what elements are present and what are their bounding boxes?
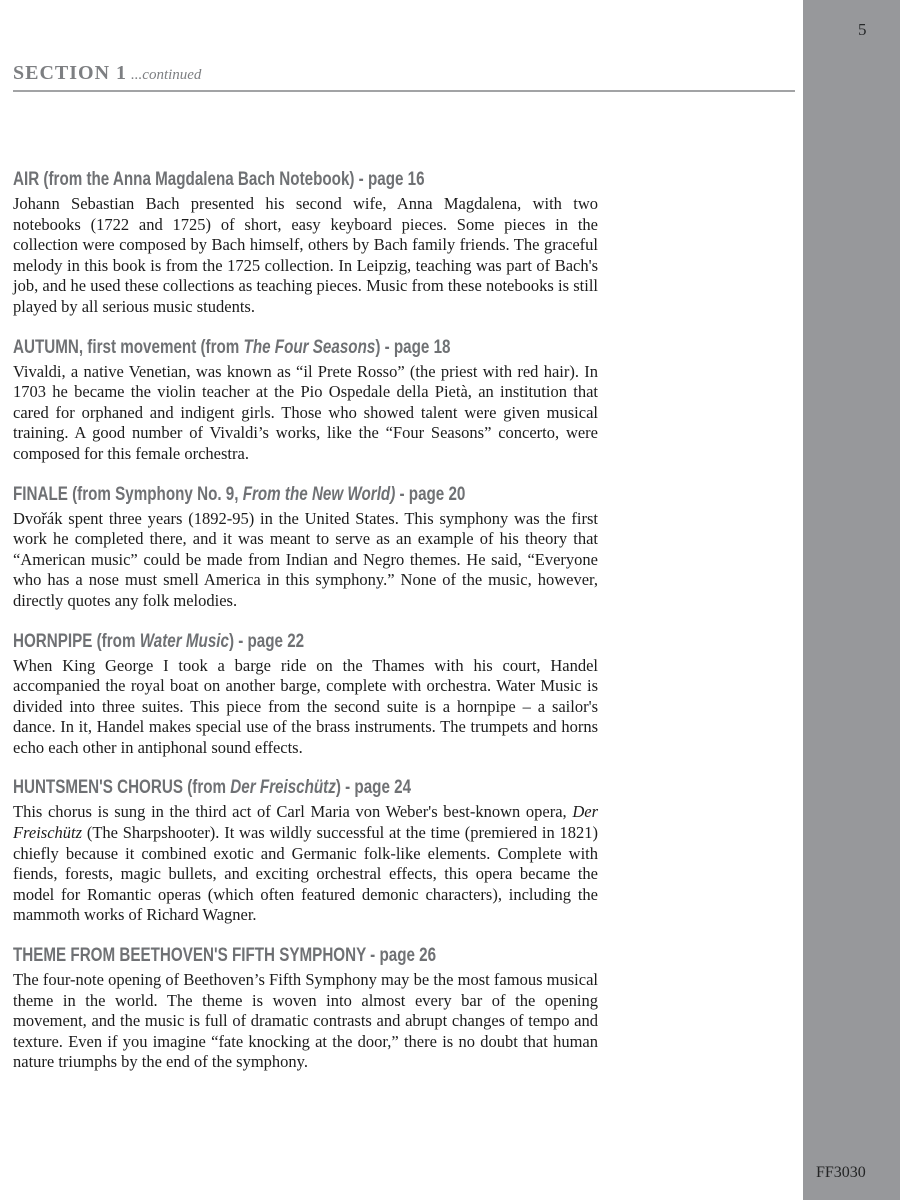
piece-description: This chorus is sung in the third act of Carl Maria von Weber's best-known opera, Der Freischütz (The Sharpshooter). It was wildly successful at the time (premiered in 1821) chiefly because it combined exotic and Germanic folk-like elements. Complete with fiends, forests, magic bullets, and exciting orchestral effects, this opera became the model for Romantic operas (which often featured demonic characters), including the mammoth works of Richard Wagner. — [13, 802, 598, 925]
piece-title: FINALE (from Symphony No. 9, From the New World) - page 20 — [13, 483, 466, 505]
right-margin-band — [803, 0, 900, 1200]
page-number: 5 — [858, 20, 867, 39]
piece-description: When King George I took a barge ride on the Thames with his court, Handel accompanied the royal boat on another barge, complete with orchestra. Water Music is divided into three suites. This piece from the second suite is a hornpipe – a sailor's dance. In it, Handel makes special use of the brass instruments. The trumpets and horns echo each other in antiphonal sound effects. — [13, 655, 598, 757]
piece-title: HORNPIPE (from Water Music) - page 22 — [13, 630, 305, 652]
piece-description: The four-note opening of Beethoven’s Fifth Symphony may be the most famous musical theme in the world. The theme is woven into almost every bar of the opening movement, and the music is full of dramatic contrasts and abrupt changes of tempo and texture. Even if you imagine “fate knocking at the door,” there is no doubt that human nature triumphs by the end of the symphony. — [13, 970, 598, 1072]
section-title: SECTION 1 — [13, 62, 128, 84]
piece-description: Vivaldi, a native Venetian, was known as “il Prete Rosso” (the priest with red hair). In 1703 he became the violin teacher at the Pio Ospedale della Pietà, an institution that cared for orphaned and indigent girls. Those who showed talent were given musical training. A good number of Vivaldi’s works, like the “Four Seasons” concerto, were composed for this female orchestra. — [13, 361, 598, 463]
section-header — [13, 0, 795, 92]
content-column — [13, 0, 795, 1092]
catalog-code: FF3030 — [816, 1164, 866, 1181]
piece-title: AIR (from the Anna Magdalena Bach Notebook) - page 16 — [13, 169, 425, 190]
piece-entry — [13, 484, 598, 612]
section-continued-label: ...continued — [131, 67, 202, 83]
piece-entry — [13, 337, 598, 465]
piece-title: THEME FROM BEETHOVEN'S FIFTH SYMPHONY - page 26 — [13, 945, 437, 967]
piece-entry — [13, 945, 598, 1073]
piece-description: Johann Sebastian Bach presented his second wife, Anna Magdalena, with two notebooks (1722 and 1725) of short, easy keyboard pieces. Some pieces in the collection were composed by Bach himself, others by Bach family friends. The graceful melody in this book is from the 1725 collection. In Leipzig, teaching was part of Bach's job, and he used these collections as teaching pieces. Music from these notebooks is still played by all serious music students. — [13, 194, 598, 316]
piece-entry — [13, 631, 598, 759]
piece-entry — [13, 169, 598, 318]
piece-description: Dvořák spent three years (1892-95) in the United States. This symphony was the first work he completed there, and it was meant to serve as an example of his theory that “American music” could be made from Indian and Negro themes. He said, “Everyone who has a nose must smell America in this symphony.” None of the music, however, directly quotes any folk melodies. — [13, 508, 598, 610]
piece-title: AUTUMN, first movement (from The Four Seasons) - page 18 — [13, 336, 451, 358]
piece-title: HUNTSMEN'S CHORUS (from Der Freischütz) - page 24 — [13, 777, 412, 799]
entry-list — [13, 169, 598, 1073]
piece-entry — [13, 777, 598, 926]
